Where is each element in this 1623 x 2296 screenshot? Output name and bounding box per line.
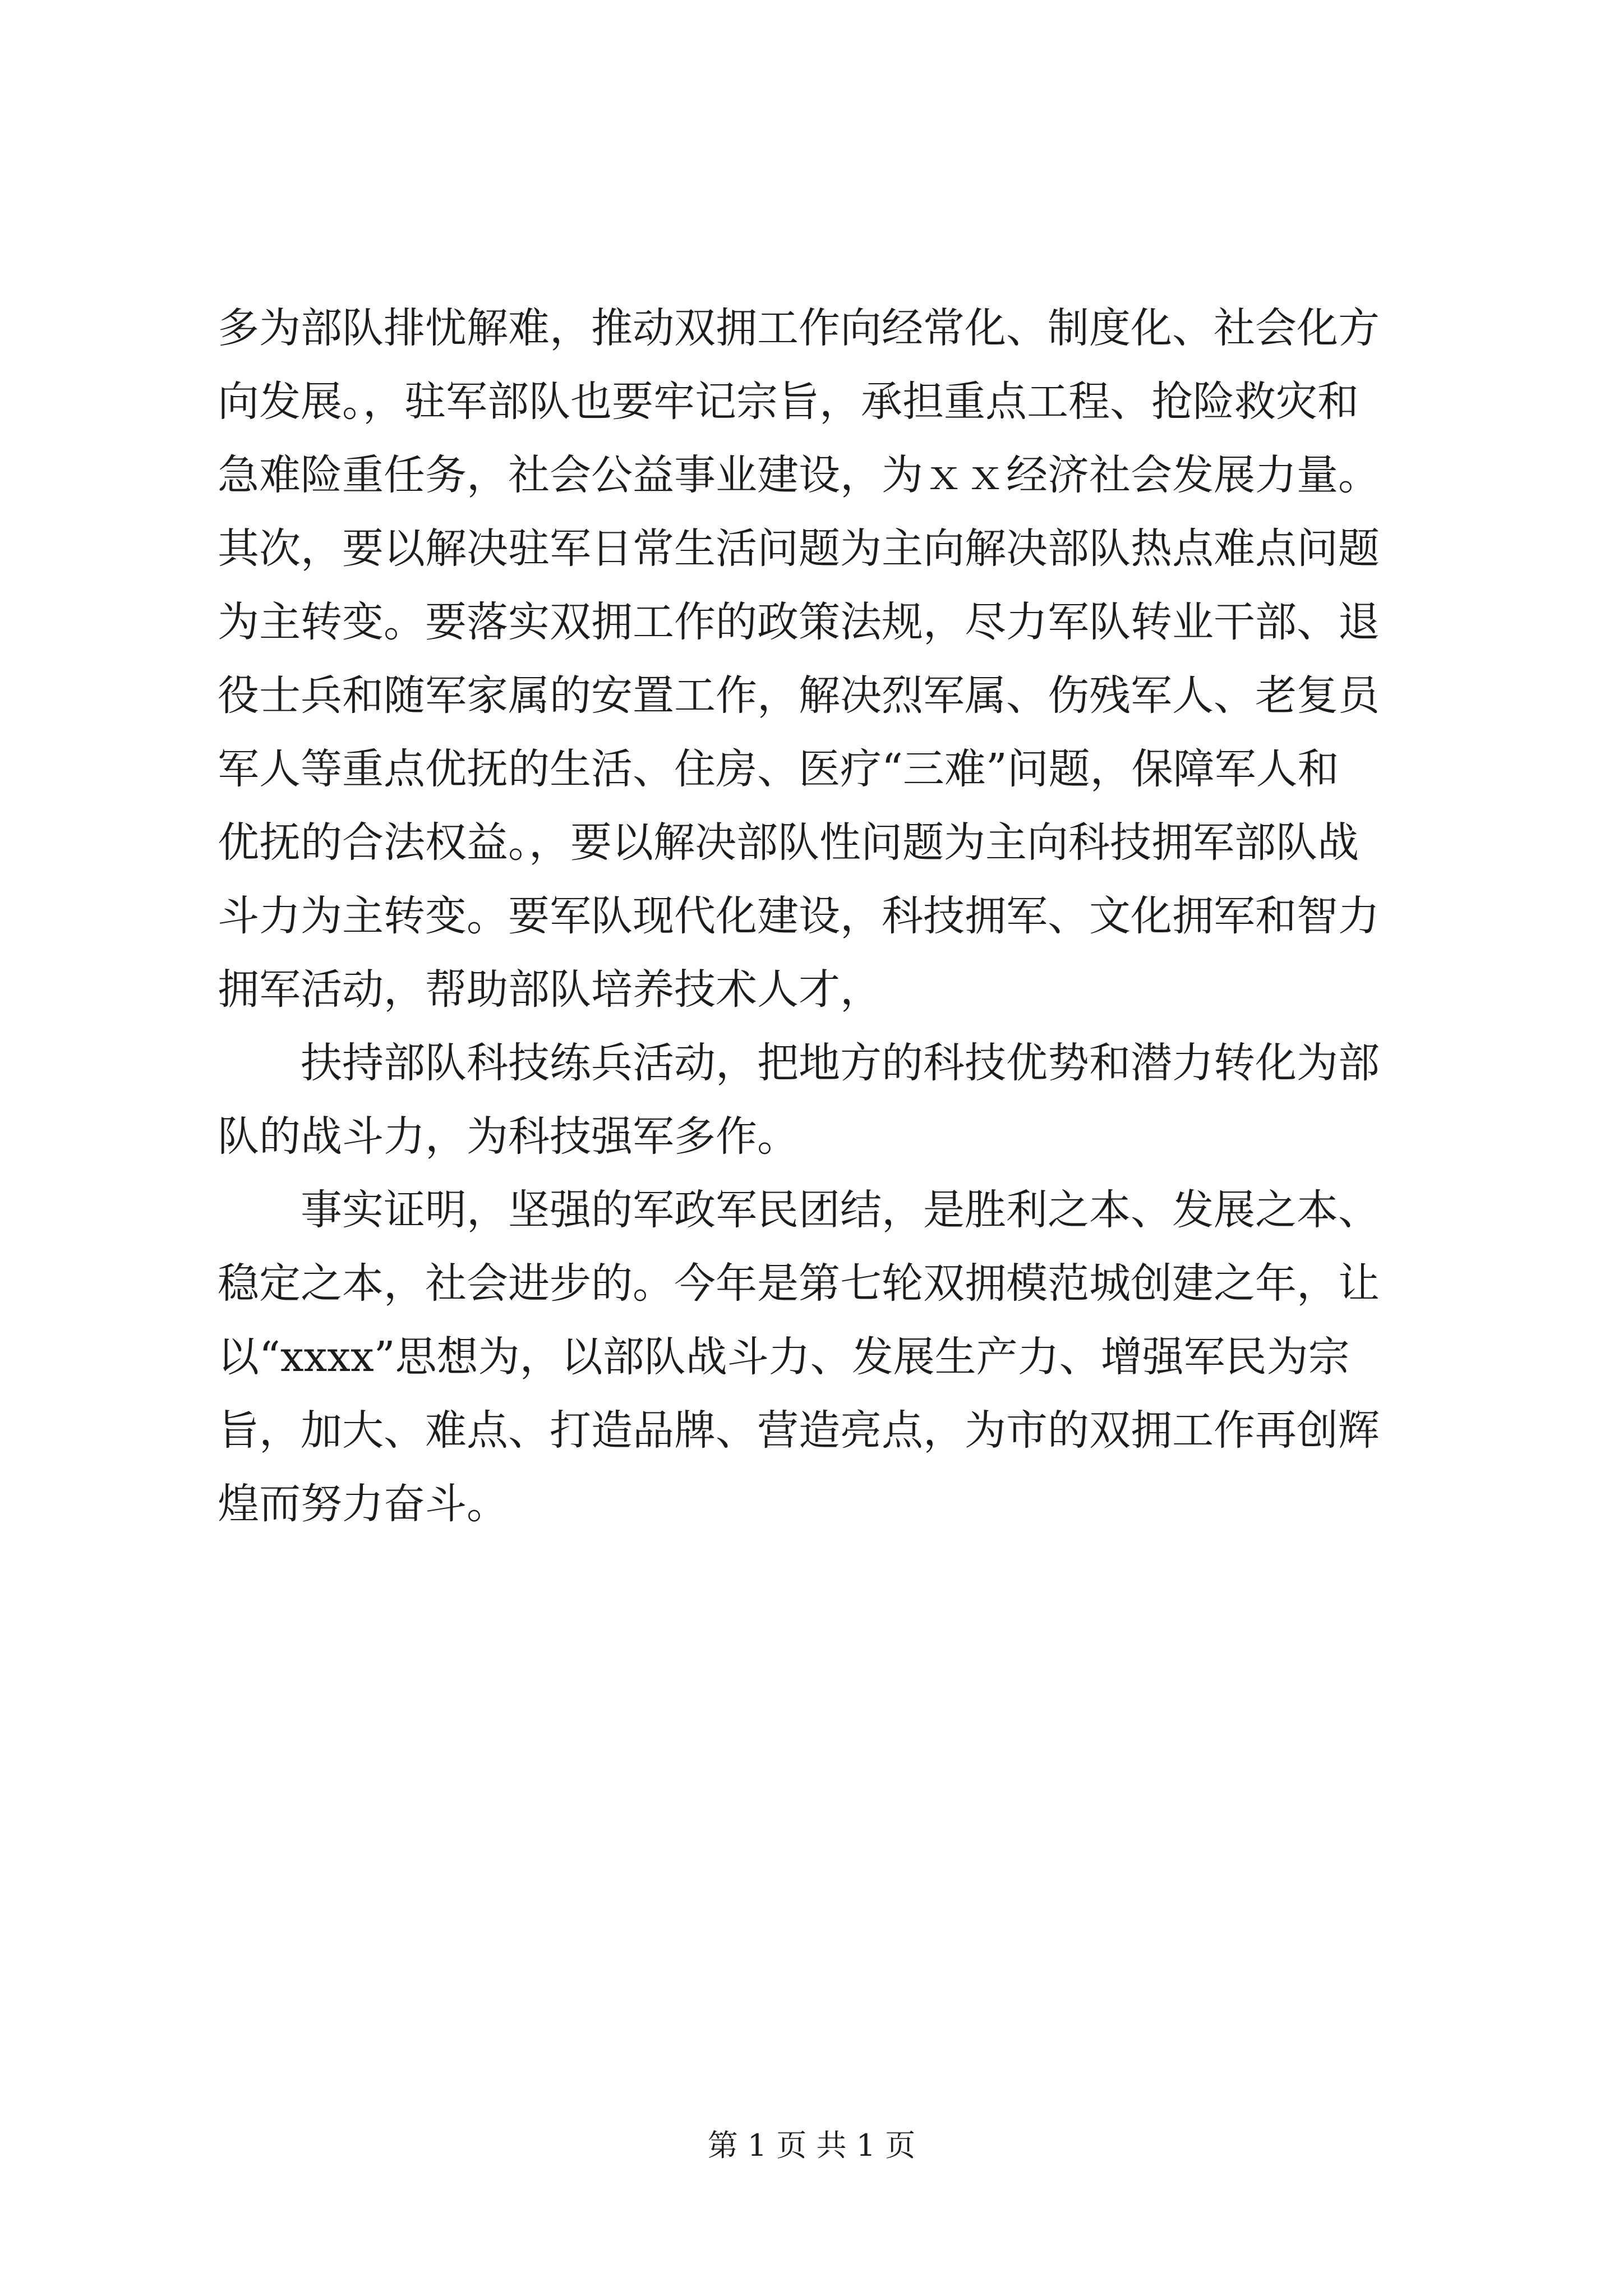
text-line: 军人等重点优抚的生活、住房、医疗“三难”问题，保障军人和 xyxy=(218,745,1339,793)
text-line: 优抚的合法权益。，要以解决部队性问题为主向科技拥军部队战 xyxy=(218,818,1359,867)
paragraph-start-line: 扶持部队科技练兵活动，把地方的科技优势和潜力转化为部 xyxy=(301,1039,1380,1087)
text-line: 役士兵和随军家属的安置工作，解决烈军属、伤残军人、老复员 xyxy=(218,671,1380,720)
page-number-label: 第 1 页 共 1 页 xyxy=(707,2128,916,2163)
text-line: 煌而努力奋斗。 xyxy=(218,1480,508,1528)
page-footer xyxy=(0,2122,1623,2165)
text-line: 其次，要以解决驻军日常生活问题为主向解决部队热点难点问题 xyxy=(218,524,1380,573)
text-line: 为主转变。要落实双拥工作的政策法规，尽力军队转业干部、退 xyxy=(218,598,1380,646)
text-line: 斗力为主转变。要军队现代化建设，科技拥军、文化拥军和智力 xyxy=(218,892,1380,940)
document-body xyxy=(218,292,1412,1541)
text-line: 多为部队排忧解难，推动双拥工作向经常化、制度化、社会化方 xyxy=(218,304,1380,352)
paragraph-start-line: 事实证明，坚强的军政军民团结，是胜利之本、发展之本、 xyxy=(301,1186,1380,1234)
text-line: 稳定之本，社会进步的。今年是第七轮双拥模范城创建之年，让 xyxy=(218,1259,1380,1308)
text-line: 旨，加大、难点、打造品牌、营造亮点，为市的双拥工作再创辉 xyxy=(218,1406,1380,1455)
text-line: 急难险重任务，社会公益事业建设，为ｘｘ经济社会发展力量。 xyxy=(218,451,1380,499)
text-line: 拥军活动，帮助部队培养技术人才， xyxy=(218,965,882,1014)
text-line: 以“xxxx”思想为，以部队战斗力、发展生产力、增强军民为宗 xyxy=(218,1333,1350,1381)
text-line: 向发展。，驻军部队也要牢记宗旨，承担重点工程、抢险救灾和 xyxy=(218,378,1359,426)
text-line: 队的战斗力，为科技强军多作。 xyxy=(218,1112,799,1161)
